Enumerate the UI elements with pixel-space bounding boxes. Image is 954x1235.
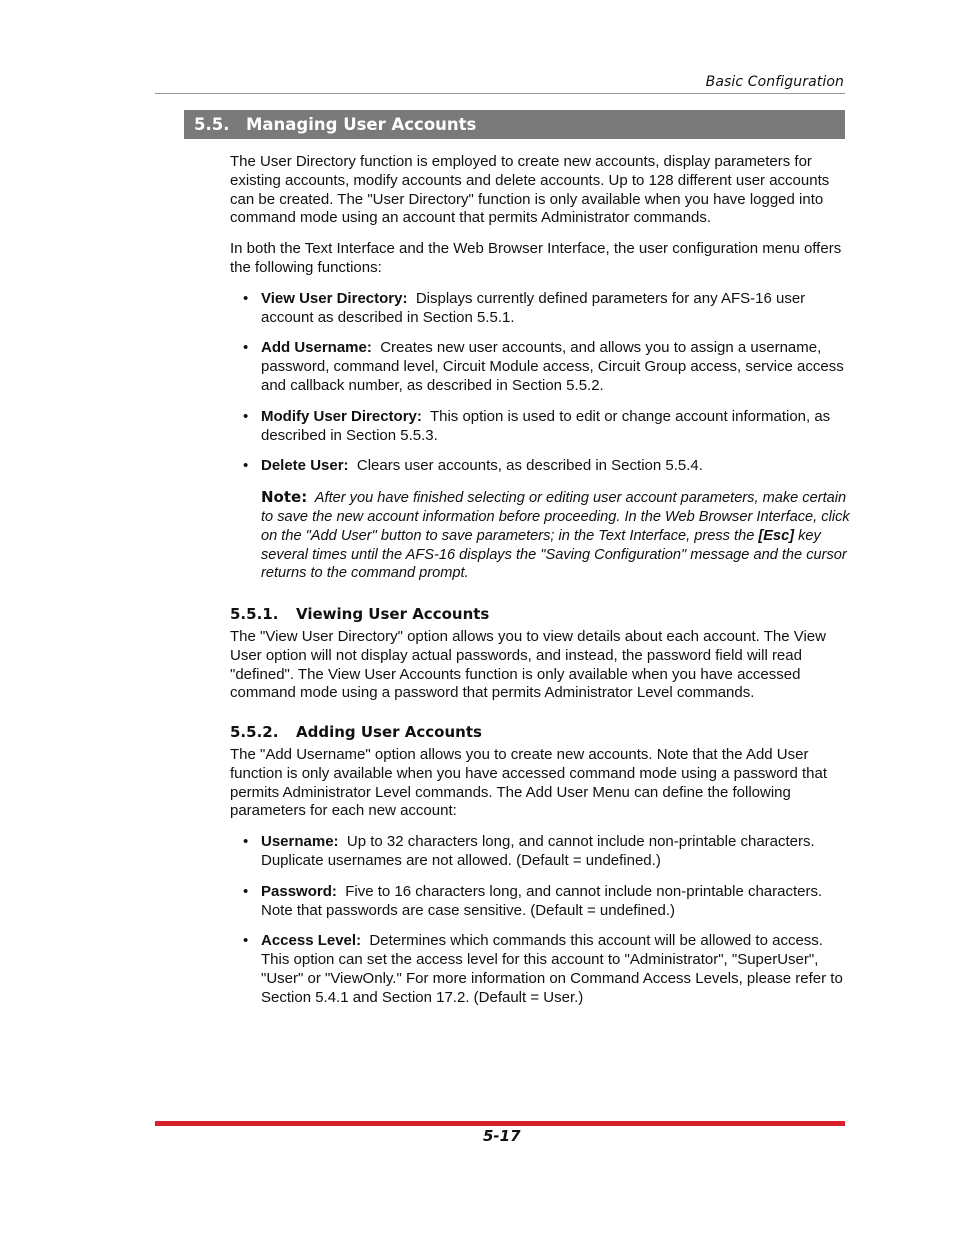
- list-item-term: Delete User:: [261, 457, 349, 475]
- note-label: Note:: [261, 488, 308, 507]
- list-item: [230, 883, 850, 921]
- list-item-text: This option is used to edit or change account information, as described in Section 5.5.3.: [261, 407, 831, 444]
- spacer: [230, 703, 850, 723]
- section-heading-bar: [184, 110, 845, 139]
- section-title: Managing User Accounts: [246, 115, 477, 134]
- list-item-text: Up to 32 characters long, and cannot include non-printable characters. Duplicate usernames are not allowed. (Default = undefined.): [261, 833, 815, 869]
- function-list: [230, 290, 850, 476]
- bullet-icon: •: [243, 407, 249, 425]
- parameter-list: [230, 833, 850, 1007]
- subsection-heading: [230, 723, 850, 742]
- bullet-icon: •: [243, 457, 249, 475]
- list-item-text: Five to 16 characters long, and cannot include non-printable characters. Note that passwords are case sensitive. (Default = undefined.): [261, 882, 823, 919]
- list-item: [230, 339, 850, 395]
- list-item-text: Displays currently defined parameters for any AFS-16 user account as described in Section 5.5.1.: [261, 289, 806, 326]
- note-text: key several times until the AFS-16 displays the "Saving Configuration" message and the cursor returns to the command prompt.: [261, 527, 847, 582]
- page-number: 5-17: [483, 1127, 521, 1145]
- subsection-number: 5.5.2.: [230, 723, 279, 742]
- bullet-icon: •: [243, 833, 249, 851]
- main-content: [230, 153, 850, 1019]
- note-key: [Esc]: [758, 527, 795, 544]
- list-item-term: Modify User Directory:: [261, 407, 422, 425]
- subsection-title: Adding User Accounts: [296, 723, 482, 742]
- bullet-icon: •: [243, 882, 249, 900]
- list-item-text: Clears user accounts, as described in Section 5.5.4.: [356, 457, 703, 475]
- header-rule: [155, 93, 845, 94]
- list-item-term: View User Directory:: [261, 289, 408, 307]
- intro-paragraph: In both the Text Interface and the Web Browser Interface, the user configuration menu offers the following functions:: [230, 240, 842, 276]
- list-item-term: Password:: [261, 882, 337, 900]
- note-text: After you have finished selecting or editing user account parameters, make certain to save the new account information before proceeding. In the Web Browser Interface, click on the "Add User" button to save parameters; in the Text Interface, press the: [261, 490, 850, 544]
- subsection-body: The "Add Username" option allows you to create new accounts. Note that the Add User function is only available when you have accessed command mode using a password that permits Administrator Level commands. The Add User Menu can define the following parameters for each new account:: [230, 745, 828, 820]
- list-item-text: Determines which commands this account will be allowed to access. This option can set the access level for this account to "Administrator", "SuperUser", "User" or "ViewOnly." For more information on Command Access Levels, please refer to Section 5.4.1 and Section 17.2. (Default = User.): [261, 932, 843, 1006]
- section-number: 5.5.: [194, 115, 230, 134]
- list-item: [230, 408, 850, 446]
- list-item-term: Add Username:: [261, 339, 372, 357]
- list-item: [230, 833, 850, 871]
- bullet-icon: •: [243, 932, 249, 950]
- list-item-term: Username:: [261, 833, 339, 851]
- running-header: Basic Configuration: [705, 74, 844, 90]
- list-item-text: Creates new user accounts, and allows you to assign a username, password, command level, Circuit Module access, Circuit Group access, service access and callback number, as described in Section 5.5.2.: [261, 339, 844, 394]
- bullet-icon: •: [243, 289, 249, 307]
- list-item-term: Access Level:: [261, 932, 362, 950]
- bullet-icon: •: [243, 339, 249, 357]
- subsection-body: The "View User Directory" option allows you to view details about each account. The View User option will not display actual passwords, and instead, the password field will read "defined". The View User Accounts function is only available when you have accessed command mode using a password that permits Administrator Level commands.: [230, 627, 826, 702]
- note-block: [230, 488, 850, 583]
- list-item: [230, 457, 850, 476]
- subsection-number: 5.5.1.: [230, 605, 279, 624]
- list-item: [230, 932, 850, 1007]
- footer-rule: [155, 1121, 845, 1126]
- subsection-title: Viewing User Accounts: [296, 605, 490, 624]
- list-item: [230, 290, 850, 328]
- subsection-heading: [230, 605, 850, 624]
- intro-paragraph: The User Directory function is employed to create new accounts, display parameters for existing accounts, modify accounts and delete accounts. Up to 128 different user accounts can be created. The "User Directory" function is only available when you have logged into command mode using an account that permits Administrator commands.: [230, 153, 830, 227]
